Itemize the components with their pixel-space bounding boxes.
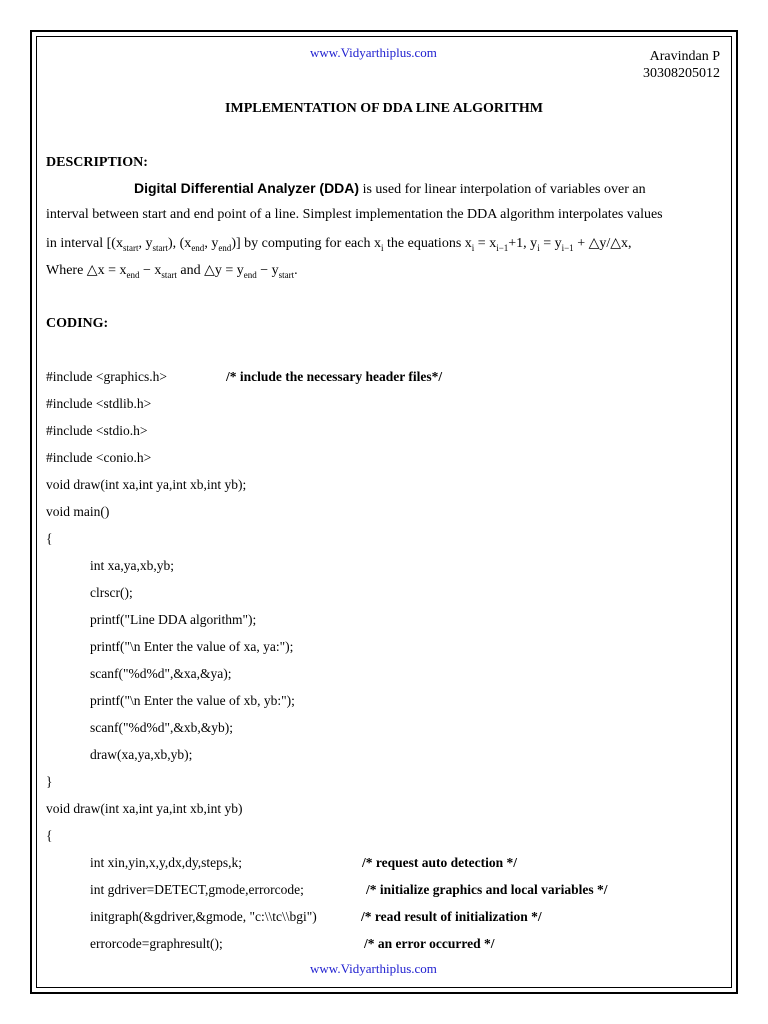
code-line: int xa,ya,xb,yb;: [90, 558, 174, 573]
code-line: scanf("%d%d",&xb,&yb);: [90, 720, 233, 735]
description-heading: DESCRIPTION:: [46, 155, 148, 170]
code-line: #include <conio.h>: [46, 450, 152, 465]
author-block: [643, 48, 720, 82]
code-line: printf("\n Enter the value of xa, ya:");: [90, 639, 294, 654]
code-line: scanf("%d%d",&xa,&ya);: [90, 666, 232, 681]
author-name: Aravindan P: [649, 49, 720, 64]
code-line: {: [46, 828, 53, 843]
code-line: printf("\n Enter the value of xb, yb:");: [90, 693, 295, 708]
code-line: void draw(int xa,int ya,int xb,int yb): [46, 801, 243, 816]
footer-site-link[interactable]: www.Vidyarthiplus.com: [310, 961, 437, 976]
code-comment: /* request auto detection */: [362, 855, 517, 870]
code-comment: /* read result of initialization */: [361, 909, 542, 924]
code-line: draw(xa,ya,xb,yb);: [90, 747, 193, 762]
code-line: void draw(int xa,int ya,int xb,int yb);: [46, 477, 247, 492]
description-line-1-text: is used for linear interpolation of variables over an: [359, 182, 646, 197]
page-title: IMPLEMENTATION OF DDA LINE ALGORITHM: [225, 101, 543, 116]
code-line: #include <stdlib.h>: [46, 396, 152, 411]
code-comment: /* an error occurred */: [364, 936, 495, 951]
code-line: clrscr();: [90, 585, 133, 600]
code-line: errorcode=graphresult();: [90, 936, 223, 951]
page-border-inner: [36, 36, 732, 988]
code-line: }: [46, 774, 53, 789]
author-id: 30308205012: [643, 66, 720, 81]
code-line: initgraph(&gdriver,&gmode, "c:\\tc\\bgi"): [90, 909, 317, 924]
header-site-link[interactable]: www.Vidyarthiplus.com: [310, 45, 437, 60]
coding-heading: CODING:: [46, 316, 109, 331]
code-line: #include <graphics.h>: [46, 369, 167, 384]
description-line-3: in interval [($x_{start}$, $y_{start}$), ($x_{end}$, $y_{end}$)] by computing for each $x_i$ the equations $x_i = x_{i-1}+1$, $y_i = y_{i-1}$ + △y/△x,: [46, 236, 632, 253]
code-comment: /* include the necessary header files*/: [226, 369, 443, 384]
code-comment: /* initialize graphics and local variables */: [366, 882, 608, 897]
description-line-4: Where △x = $x_{end} - x_{start}$ and △y = $y_{end} - y_{start}$.: [46, 263, 298, 280]
code-line: printf("Line DDA algorithm");: [90, 612, 257, 627]
code-line: int xin,yin,x,y,dx,dy,steps,k;: [90, 855, 243, 870]
description-line-1: [46, 180, 768, 198]
code-line: int gdriver=DETECT,gmode,errorcode;: [90, 882, 304, 897]
code-line: void main(): [46, 504, 110, 519]
description-line-2: interval between start and end point of a line. Simplest implementation the DDA algorithm interpolates values: [46, 207, 663, 222]
code-line: {: [46, 531, 53, 546]
dda-term: Digital Differential Analyzer (DDA): [134, 180, 360, 196]
code-line: #include <stdio.h>: [46, 423, 148, 438]
